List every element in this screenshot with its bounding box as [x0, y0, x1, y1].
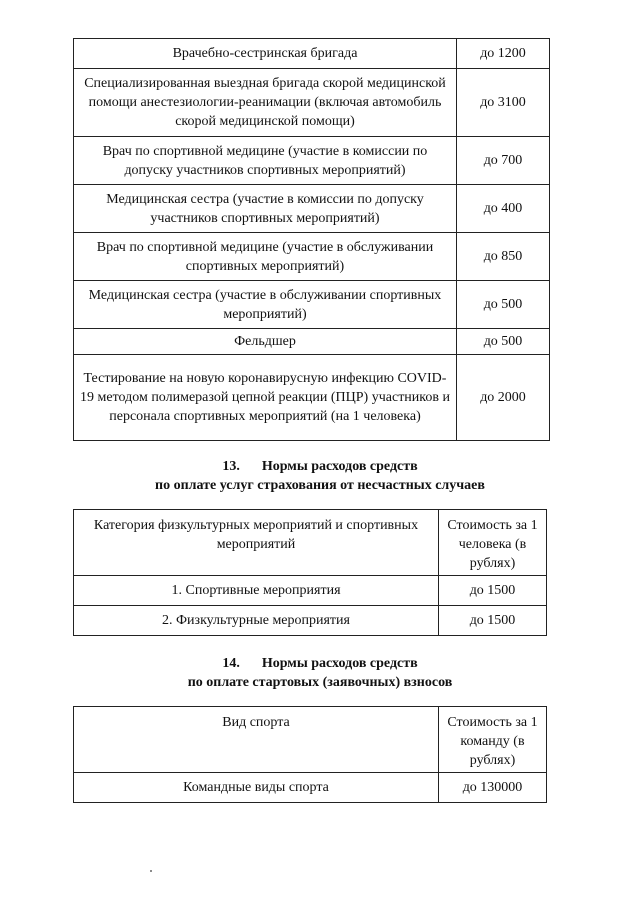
service-cell: Врач по спортивной медицине (участие в комиссии по допуску участников спортивных мероприятий)	[74, 137, 457, 185]
table-row	[74, 329, 550, 355]
price-cell: до 130000	[439, 773, 547, 803]
section-13-subtitle: по оплате услуг страхования от несчастных случаев	[155, 478, 485, 493]
table-header-row	[74, 510, 547, 576]
header-price: Стоимость за 1 человека (в рублях)	[439, 510, 547, 576]
price-cell: до 500	[457, 329, 550, 355]
section-14-title-line1	[60, 654, 580, 673]
category-cell: 2. Физкультурные мероприятия	[74, 606, 439, 636]
price-cell: до 700	[457, 137, 550, 185]
table-row	[74, 606, 547, 636]
section-14-number: 14.	[222, 656, 240, 671]
entry-fees-table	[73, 706, 547, 803]
price-cell: до 850	[457, 233, 550, 281]
table-row	[74, 576, 547, 606]
table-row	[74, 185, 550, 233]
section-13-title-line1	[60, 457, 580, 476]
table-row	[74, 773, 547, 803]
medical-services-table	[73, 38, 550, 441]
price-cell: до 1500	[439, 576, 547, 606]
header-sport: Вид спорта	[74, 707, 439, 773]
price-cell: до 3100	[457, 69, 550, 137]
section-13-heading	[60, 457, 580, 495]
section-13-number: 13.	[222, 459, 240, 474]
price-cell: до 500	[457, 281, 550, 329]
section-13-title: Нормы расходов средств	[261, 459, 418, 474]
header-price: Стоимость за 1 команду (в рублях)	[439, 707, 547, 773]
section-14-heading	[60, 654, 580, 692]
scan-speck	[150, 870, 152, 872]
table-row	[74, 39, 550, 69]
section-14-subtitle: по оплате стартовых (заявочных) взносов	[187, 675, 453, 690]
category-cell: 1. Спортивные мероприятия	[74, 576, 439, 606]
price-cell: до 2000	[457, 355, 550, 441]
service-cell: Фельдшер	[74, 329, 457, 355]
insurance-table	[73, 509, 547, 636]
service-cell: Медицинская сестра (участие в комиссии по допуску участников спортивных мероприятий)	[74, 185, 457, 233]
service-cell: Медицинская сестра (участие в обслуживании спортивных мероприятий)	[74, 281, 457, 329]
table-row	[74, 233, 550, 281]
table-row	[74, 355, 550, 441]
service-cell: Врачебно-сестринская бригада	[74, 39, 457, 69]
price-cell: до 400	[457, 185, 550, 233]
price-cell: до 1200	[457, 39, 550, 69]
table-row	[74, 281, 550, 329]
table-header-row	[74, 707, 547, 773]
service-cell: Тестирование на новую коронавирусную инфекцию COVID-19 методом полимеразой цепной реакции (ПЦР) участников и персонала спортивных мероприятий (на 1 человека)	[74, 355, 457, 441]
price-cell: до 1500	[439, 606, 547, 636]
header-category: Категория физкультурных мероприятий и спортивных мероприятий	[74, 510, 439, 576]
service-cell: Врач по спортивной медицине (участие в обслуживании спортивных мероприятий)	[74, 233, 457, 281]
table-row	[74, 69, 550, 137]
sport-cell: Командные виды спорта	[74, 773, 439, 803]
service-cell: Специализированная выездная бригада скорой медицинской помощи анестезиологии-реанимации (включая автомобиль скорой медицинской помощи)	[74, 69, 457, 137]
section-14-title: Нормы расходов средств	[261, 656, 418, 671]
table-row	[74, 137, 550, 185]
